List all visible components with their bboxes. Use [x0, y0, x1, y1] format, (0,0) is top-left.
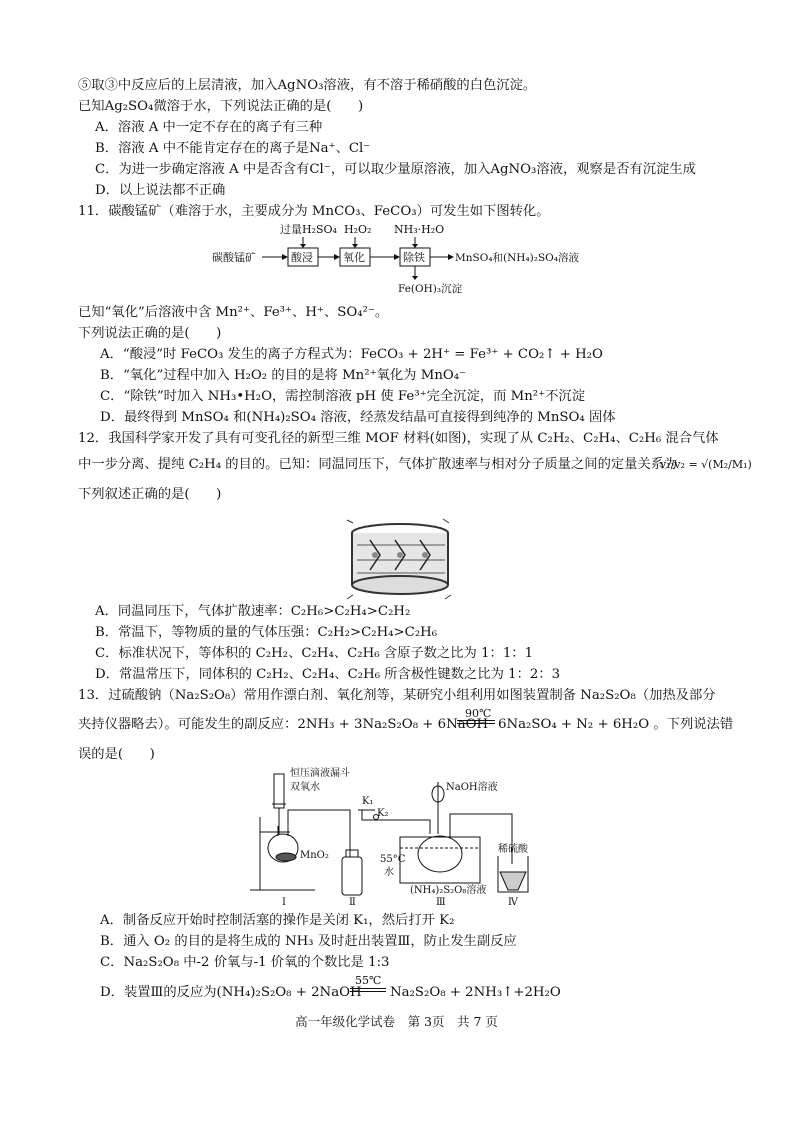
- flow-start: 碳酸锰矿: [212, 251, 256, 264]
- q10-stem: 已知Ag₂SO₄微溶于水，下列说法正确的是( ): [78, 99, 364, 114]
- q13-stem-2-tail: 6Na₂SO₄ + N₂ + 6H₂O 。下列说法错: [498, 717, 734, 732]
- label-funnel: 恒压滴液漏斗: [290, 768, 350, 779]
- q13-stem-1: 13．过硫酸钠（Na₂S₂O₈）常用作漂白剂、氧化剂等，某研究小组利用如图装置制备 Na₂S₂O₈（加热及部分: [78, 688, 716, 703]
- label-water: 水: [384, 867, 394, 878]
- q10-option-c: C．为进一步确定溶液 A 中是否含有Cl⁻，可以取少量原溶液，加入AgNO₃溶液，观察是否有沉淀生成: [95, 162, 696, 177]
- label-II: Ⅱ: [349, 897, 356, 908]
- label-solution: (NH₄)₂S₂O₈溶液: [410, 885, 487, 896]
- label-III: Ⅲ: [436, 897, 446, 908]
- reagent-1: 过量H₂SO₄: [280, 223, 337, 236]
- label-h2o2: 双氧水: [290, 782, 320, 793]
- q10-step5: ⑤取③中反应后的上层清液，加入AgNO₃溶液，有不溶于稀硝酸的白色沉淀。: [78, 78, 537, 93]
- q13-stem-2: 夹持仪器略去）。可能发生的副反应：2NH₃ + 3Na₂S₂O₈ + 6NaOH: [78, 717, 489, 732]
- q11-known: 已知“氧化”后溶液中含 Mn²⁺、Fe³⁺、H⁺、SO₄²⁻。: [78, 305, 389, 320]
- q11-option-c: C．“除铁”时加入 NH₃•H₂O，需控制溶液 pH 使 Fe³⁺完全沉淀，而 Mn²⁺不沉淀: [100, 389, 586, 404]
- mof-image: [345, 515, 455, 605]
- flow-product: MnSO₄和(NH₄)₂SO₄溶液: [455, 252, 579, 264]
- q11-ask: 下列说法正确的是( ): [78, 326, 222, 341]
- q13-stem-3: 误的是( ): [78, 747, 155, 762]
- label-temp: 55°C: [380, 854, 406, 865]
- q13-option-b: B．通入 O₂ 的目的是将生成的 NH₃ 及时赶出装置Ⅲ，防止发生副反应: [100, 934, 517, 949]
- q13-option-d-tail: Na₂S₂O₈ + 2NH₃↑+2H₂O: [390, 985, 561, 1000]
- label-IV: Ⅳ: [508, 897, 518, 908]
- q10-option-d: D．以上说法都不正确: [95, 183, 226, 198]
- q12-option-b: B．常温下，等物质的量的气体压强：C₂H₂>C₂H₄>C₂H₆: [95, 625, 438, 640]
- q13-cond-line: [457, 720, 495, 721]
- box3-label: 除铁: [403, 251, 425, 264]
- label-I: Ⅰ: [282, 897, 286, 908]
- q13-condition-90: 90℃: [465, 707, 492, 720]
- q13-option-c: C．Na₂S₂O₈ 中-2 价氧与-1 价氧的个数比是 1:3: [100, 955, 390, 970]
- q12-option-a: A．同温同压下，气体扩散速率：C₂H₆>C₂H₄>C₂H₂: [95, 604, 411, 619]
- q13-cond-line-2: [457, 723, 495, 724]
- q10-option-a: A．溶液 A 中一定不存在的离子有三种: [95, 120, 323, 135]
- q12-stem-1: 12．我国科学家开发了具有可变孔径的新型三维 MOF 材料(如图)，实现了从 C₂H₂、C₂H₄、C₂H₆ 混合气体: [78, 431, 719, 446]
- label-acid: 稀硫酸: [498, 844, 528, 855]
- q13-option-d: D．装置Ⅲ的反应为(NH₄)₂S₂O₈ + 2NaOH: [100, 985, 362, 1000]
- label-mno2: MnO₂: [300, 850, 329, 861]
- q12-stem-3: 下列叙述正确的是( ): [78, 487, 222, 502]
- q13d-cond-line: [350, 988, 386, 989]
- q12-option-c: C．标准状况下，等体积的 C₂H₂、C₂H₄、C₂H₆ 含原子数之比为 1：1：1: [95, 646, 534, 661]
- q11-option-b: B．“氧化”过程中加入 H₂O₂ 的目的是将 Mn²⁺氧化为 MnO₄⁻: [100, 368, 467, 383]
- q13d-cond-line-2: [350, 991, 386, 992]
- label-naoh: NaOH溶液: [446, 782, 498, 793]
- q13-condition-55: 55℃: [355, 974, 382, 987]
- label-k1: K₁: [362, 796, 374, 807]
- q13-option-a: A．制备反应开始时控制活塞的操作是关闭 K₁，然后打开 K₂: [100, 913, 455, 928]
- flow-diagram: [210, 220, 590, 298]
- label-k2: K₂: [377, 808, 389, 819]
- q12-formula: v₁/v₂ = √(M₂/M₁): [660, 458, 752, 471]
- q12-stem-2: 中一步分离、提纯 C₂H₄ 的目的。已知：同温同压下，气体扩散速率与相对分子质量之间的定量关系为: [78, 457, 678, 472]
- page-footer: 高一年级化学试卷 第 3页 共 7 页: [295, 1014, 498, 1029]
- box2-label: 氧化: [343, 251, 365, 264]
- reagent-3: NH₃·H₂O: [394, 223, 445, 236]
- q11-option-a: A．“酸浸”时 FeCO₃ 发生的离子方程式为：FeCO₃ + 2H⁺ = Fe³⁺ + CO₂↑ + H₂O: [100, 347, 603, 362]
- flow-precipitate: Fe(OH)₃沉淀: [398, 283, 463, 295]
- box1-label: 酸浸: [291, 251, 313, 264]
- q12-option-d: D．常温常压下，同体积的 C₂H₂、C₂H₄、C₂H₆ 所含极性键数之比为 1：2：3: [95, 667, 561, 682]
- q11-option-d: D．最终得到 MnSO₄ 和(NH₄)₂SO₄ 溶液，经蒸发结晶可直接得到纯净的 MnSO₄ 固体: [100, 410, 616, 425]
- reagent-2: H₂O₂: [344, 223, 372, 236]
- q10-option-b: B．溶液 A 中不能肯定存在的离子是Na⁺、Cl⁻: [95, 141, 371, 156]
- q11-stem: 11．碳酸锰矿（难溶于水，主要成分为 MnCO₃、FeCO₃）可发生如下图转化。: [78, 204, 550, 219]
- apparatus-figure: [250, 762, 540, 908]
